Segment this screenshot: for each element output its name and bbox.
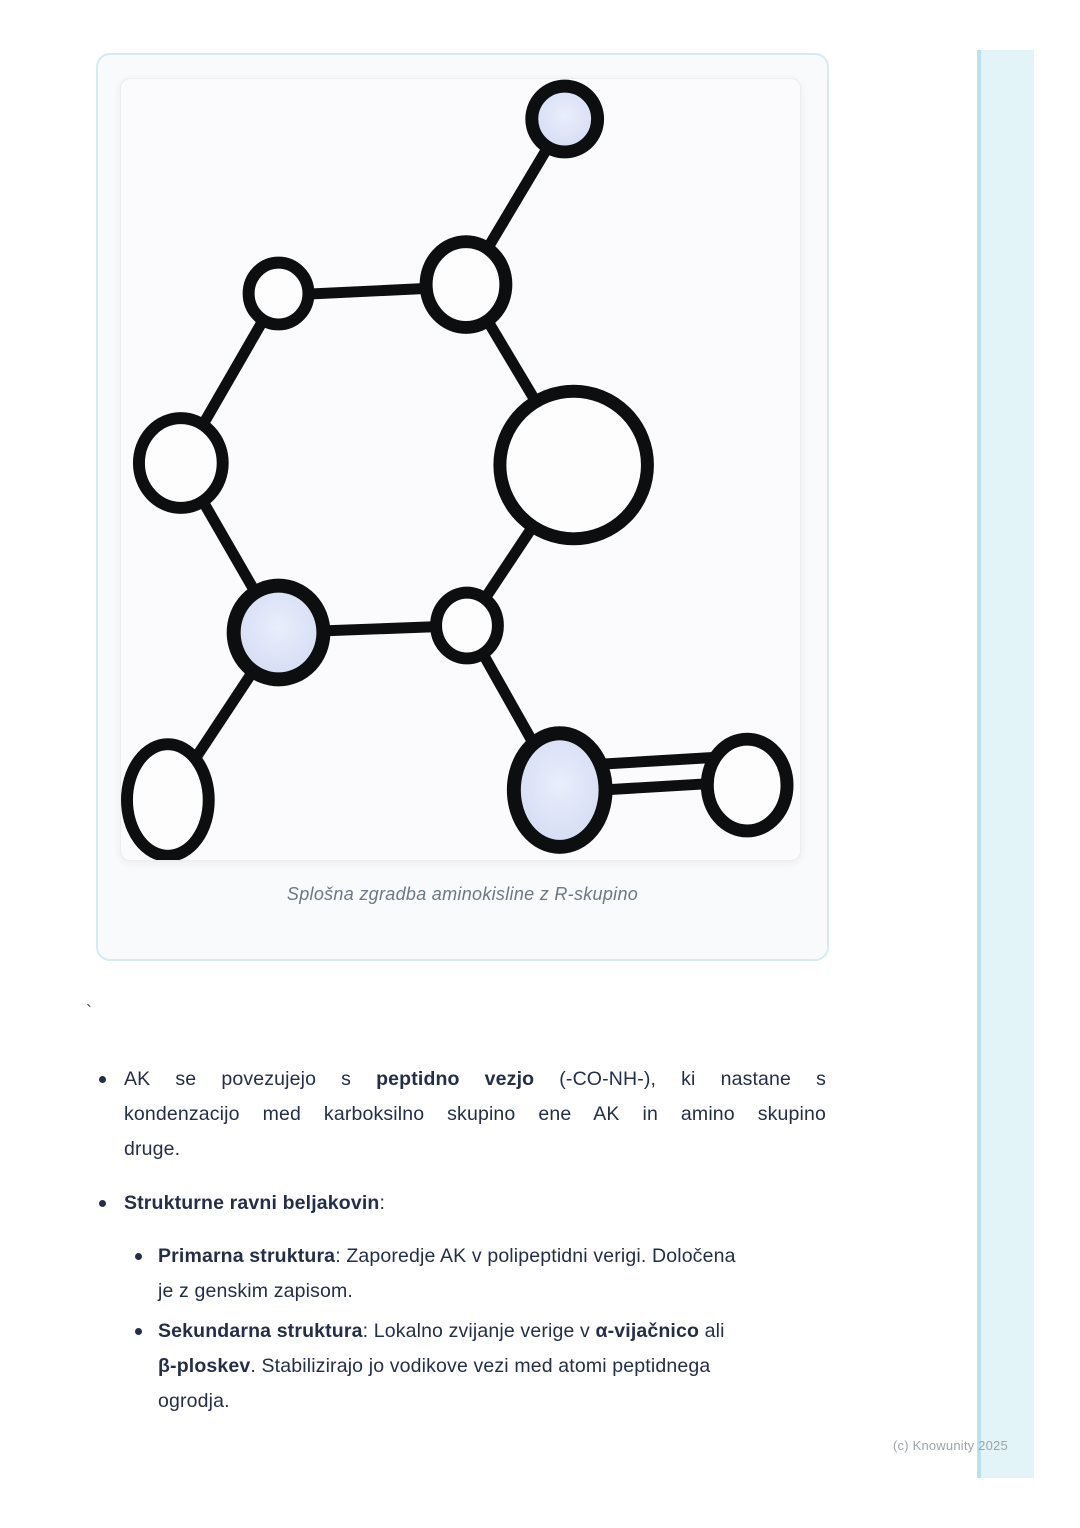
molecule-node [426,242,506,328]
bullet-structural-levels [96,1186,828,1221]
stray-grave-mark: ` [86,1002,92,1022]
molecule-node-accent [514,733,606,847]
text-line: Strukturne ravni beljakovin: [124,1192,386,1214]
molecule-node-accent [234,586,324,680]
molecule-node [500,391,648,539]
molecule-node [139,418,223,508]
text-line: β-ploskev. Stabilizirajo jo vodikove vezi med atomi peptidnega [158,1355,711,1377]
text-line: druge. [124,1138,181,1160]
copyright-notice: (c) Knowunity 2025 [893,1438,1008,1453]
bullet-secondary-structure [132,1314,828,1419]
bullet-dot [99,1076,106,1083]
molecule-node [127,744,209,856]
text-line: Sekundarna struktura: Lokalno zvijanje verige v α-vijačnico ali [158,1320,725,1342]
bullet-dot [99,1200,106,1207]
figure-caption: Splošna zgradba aminokisline z R-skupino [286,884,639,904]
text-line: Primarna struktura: Zaporedje AK v polipeptidni verigi. Določena [158,1245,736,1267]
bullet-dot [135,1328,142,1335]
bullet-peptide-bond [96,1062,828,1167]
figure-image-frame [120,78,801,861]
text-line: AK se povezujejo s peptidno vezjo (-CO-NH-), ki nastane s [124,1068,827,1090]
molecule-node [436,593,498,659]
molecule-node [249,263,309,325]
molecule-diagram [121,79,800,860]
molecule-node [707,739,787,831]
molecule-node-accent [532,86,598,152]
text-line: je z genskim zapisom. [158,1280,353,1302]
bullet-primary-structure [132,1239,828,1309]
text-line: kondenzacijo med karboksilno skupino ene AK in amino skupino [124,1103,826,1125]
bullet-dot [135,1253,142,1260]
text-line: ogrodja. [158,1390,230,1412]
page-accent-bar [977,50,1034,1478]
